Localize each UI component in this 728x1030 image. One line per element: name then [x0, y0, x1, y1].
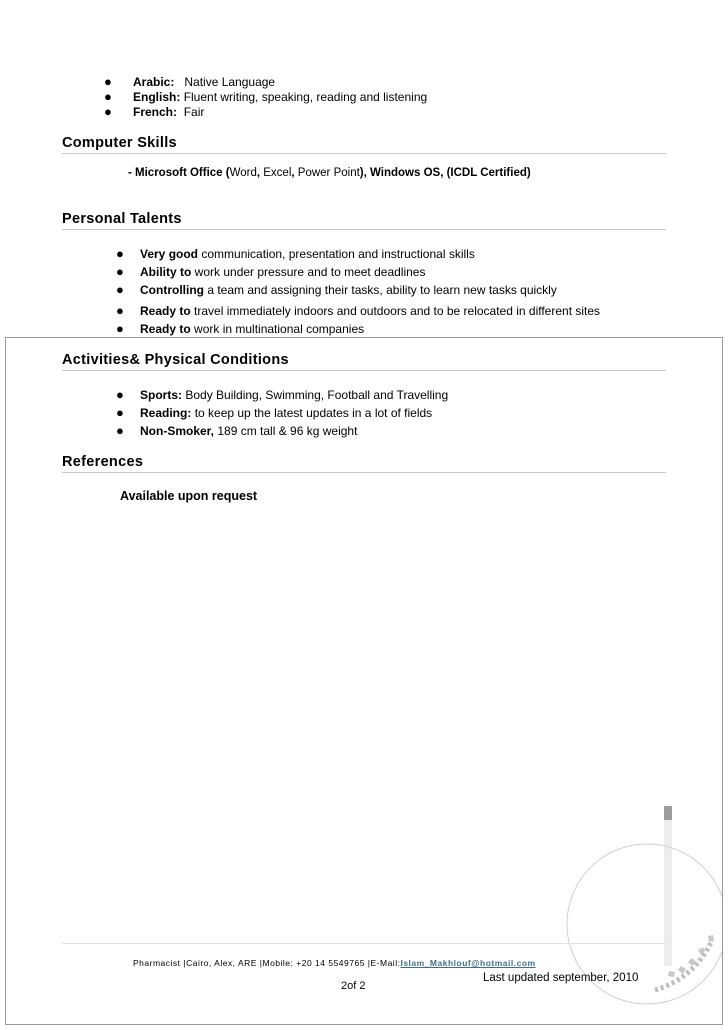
email-link[interactable]: Islam_Makhlouf@hotmail.com	[400, 958, 536, 968]
talent-text: work under pressure and to meet deadlines	[194, 265, 426, 279]
bullet-icon: ●	[116, 264, 124, 279]
bullet-icon: ●	[116, 282, 124, 297]
section-title-references: References	[62, 454, 144, 470]
bullet-icon: ●	[104, 74, 112, 89]
activity-bold: Non-Smoker,	[140, 424, 215, 438]
section-title-personal-talents: Personal Talents	[62, 211, 182, 227]
activity-text: to keep up the latest updates in a lot of fields	[194, 406, 433, 420]
section-divider	[62, 472, 666, 473]
computer-skills-line	[128, 167, 531, 179]
section-divider	[62, 229, 666, 230]
language-level: Fair	[183, 105, 205, 119]
language-level: Native Language	[184, 75, 276, 89]
last-updated: Last updated september, 2010	[483, 972, 639, 984]
footer-divider	[62, 943, 666, 944]
bullet-icon: ●	[104, 89, 112, 104]
bullet-icon: ●	[116, 423, 124, 438]
activity-bold: Reading:	[140, 406, 192, 420]
language-name: Arabic:	[133, 75, 175, 89]
skill-separator: ,	[256, 167, 264, 179]
footer-contact-prefix: Pharmacist |Cairo, Alex, ARE |Mobile: +20 14 5549765 |E-Mail:	[133, 958, 401, 968]
bullet-icon: ●	[116, 405, 124, 420]
decorative-bar	[664, 806, 672, 820]
language-name: English:	[133, 90, 181, 104]
talent-bold: Very good	[140, 247, 199, 261]
page-frame-bottom	[5, 1024, 723, 1025]
references-text: Available upon request	[120, 489, 258, 503]
language-level: Fluent writing, speaking, reading and listening	[183, 90, 428, 104]
talent-bold: Ability to	[140, 265, 192, 279]
bullet-icon: ●	[104, 104, 112, 119]
skill-prefix: - Microsoft Office (	[128, 167, 230, 179]
skill-excel: Excel	[263, 167, 292, 179]
talent-bold: Ready to	[140, 304, 191, 318]
footer-contact	[133, 958, 536, 968]
bullet-icon: ●	[116, 387, 124, 402]
section-title-computer-skills: Computer Skills	[62, 135, 177, 151]
decorative-gear-teeth	[668, 935, 714, 977]
decorative-gear-arc	[655, 940, 712, 990]
bullet-icon: ●	[116, 303, 124, 318]
talent-text: communication, presentation and instructional skills	[201, 247, 475, 261]
talent-text: work in multinational companies	[194, 322, 365, 336]
section-divider	[62, 370, 666, 371]
bullet-icon: ●	[116, 246, 124, 261]
activity-bold: Sports:	[140, 388, 182, 402]
bullet-icon: ●	[116, 321, 124, 336]
section-title-activities: Activities& Physical Conditions	[62, 352, 289, 368]
page-number: 2of 2	[341, 980, 366, 992]
language-name: French:	[133, 105, 178, 119]
activity-text: Body Building, Swimming, Football and Travelling	[185, 388, 449, 402]
skill-powerpoint: Power Point	[297, 167, 360, 179]
decorative-bar-light	[664, 820, 672, 966]
talent-text: travel immediately indoors and outdoors and to be relocated in different sites	[194, 304, 601, 318]
skill-word: Word	[229, 167, 257, 179]
skill-separator: ,	[291, 167, 298, 179]
activity-text: 189 cm tall & 96 kg weight	[217, 424, 358, 438]
decorative-gear-graphic	[560, 800, 722, 1022]
talent-text: a team and assigning their tasks, ability to learn new tasks quickly	[207, 283, 557, 297]
talent-bold: Ready to	[140, 322, 191, 336]
section-divider	[62, 153, 666, 154]
page-frame-top	[5, 337, 723, 338]
page-frame-left	[5, 337, 6, 1025]
page-frame-right	[722, 337, 723, 1025]
skill-suffix: ), Windows OS, (ICDL Certified)	[359, 167, 531, 179]
talent-bold: Controlling	[140, 283, 204, 297]
